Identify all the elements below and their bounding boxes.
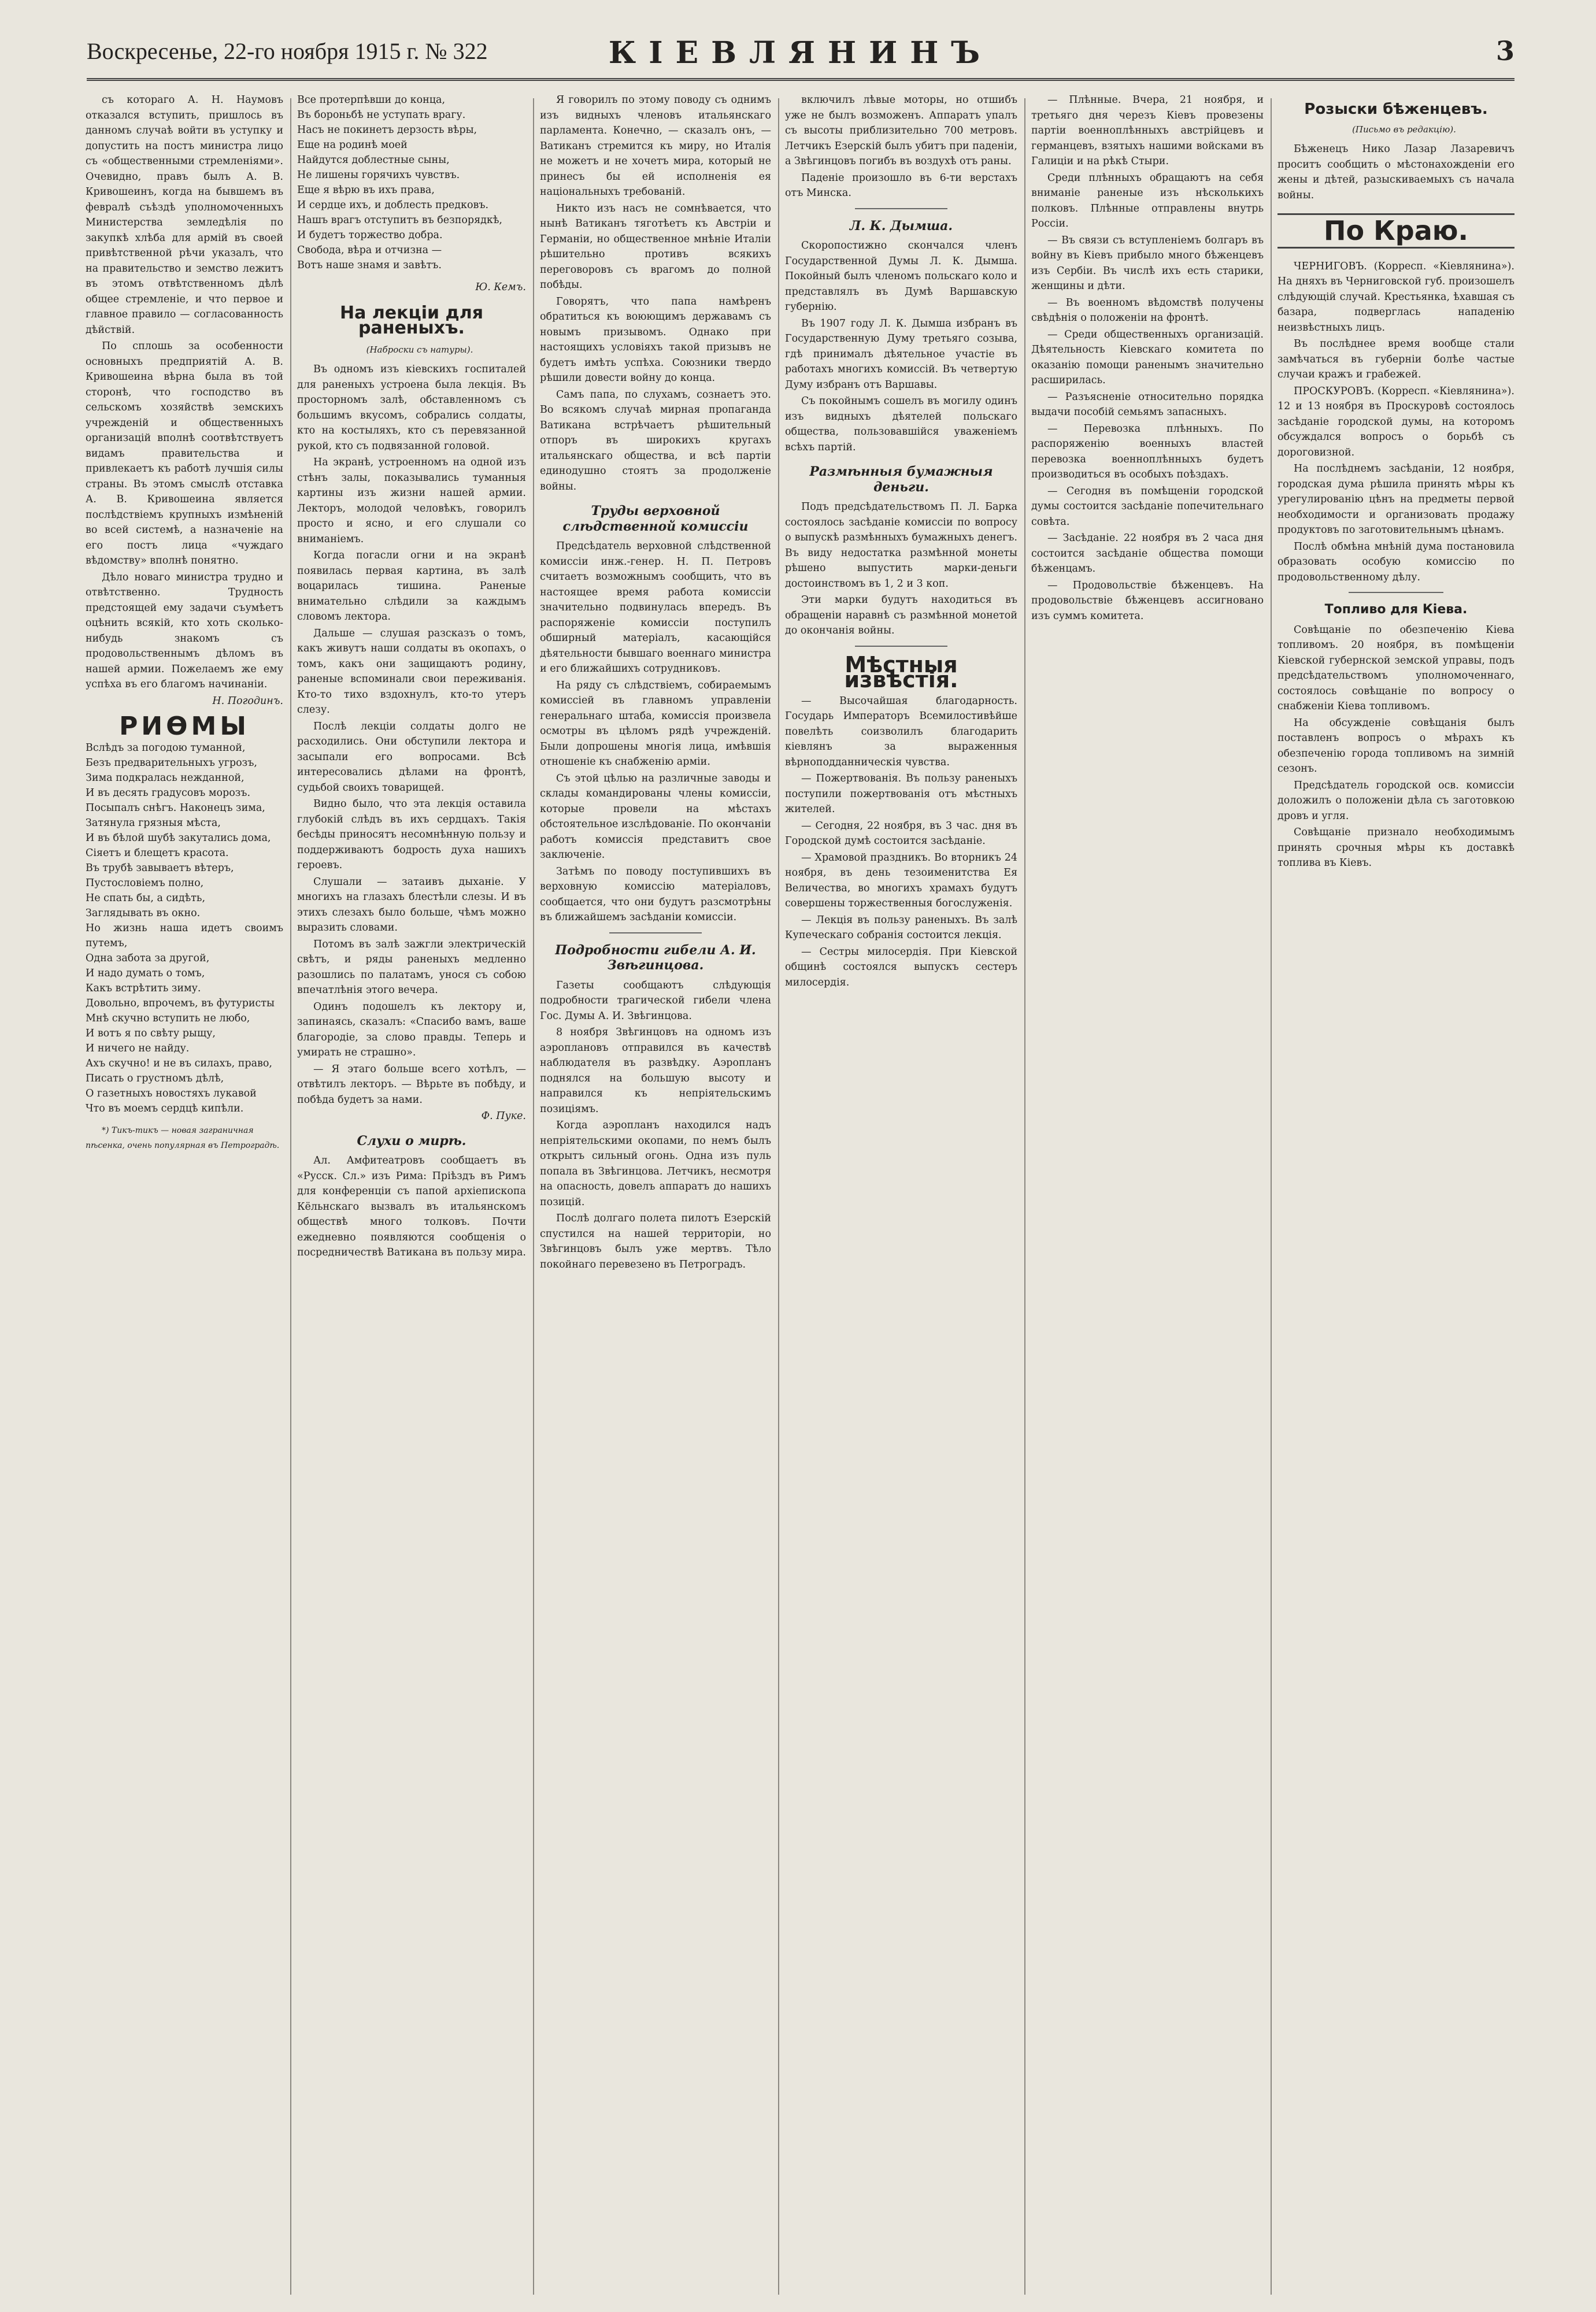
poem-line: Не лишены горячихъ чувствъ.	[297, 169, 460, 181]
province-heading-box	[1277, 213, 1514, 249]
article-paragraph: Когда погасли огни и на экранѣ появилась первая картина, въ залѣ воцарилась тишина. Раненые внимательно слѣдили за каждымъ словомъ лектора.	[297, 550, 526, 623]
poem-line: И въ бѣлой шубѣ закутались дома,	[86, 832, 271, 844]
article-paragraph: Бѣженецъ Нико Лазар Лазаревичъ проситъ сообщить о мѣстонахожденіи его жены и дѣтей, разыскиваемыхъ съ начала войны.	[1277, 143, 1514, 201]
article-paragraph: — Сегодня, 22 ноября, въ 3 час. дня въ Городской думѣ состоится засѣданіе.	[785, 820, 1017, 847]
article-paragraph: — Храмовой праздникъ. Во вторникъ 24 ноября, въ день тезоименитства Ея Величества, во многихъ храмахъ будутъ совершены торжественныя богослуженія.	[785, 851, 1017, 909]
poem	[297, 92, 526, 273]
poem-line: Заглядывать въ окно.	[86, 907, 201, 919]
article-paragraph: Среди плѣнныхъ обращаютъ на себя вниманіе раненые изъ нѣсколькихъ полковъ. Плѣнные отправлены внутрь Россіи.	[1031, 172, 1264, 229]
poem-line: Но жизнь наша идетъ своимъ путемъ,	[86, 922, 283, 949]
article-paragraph: — Въ военномъ вѣдомствѣ получены свѣдѣнія о положеніи на фронтѣ.	[1031, 297, 1264, 324]
article-paragraph: Самъ папа, по слухамъ, сознаетъ это. Во всякомъ случаѣ мирная пропаганда Ватикана встрѣчаетъ рѣшительный отпоръ въ широкихъ кругахъ итальянскаго общества, и всѣ партіи единодушно стоятъ за продолженіе войны.	[540, 388, 771, 492]
refugee-search-heading: Розыски бѣженцевъ.	[1304, 101, 1488, 118]
province-heading: По Краю.	[1324, 215, 1468, 246]
article-paragraph: Послѣ обмѣна мнѣній дума постановила образовать особую комиссію по продовольственному дѣлу.	[1277, 540, 1514, 583]
article-paragraph: Говорятъ, что папа намѣренъ обратиться къ воюющимъ державамъ съ новымъ призывомъ. Однако при настоящихъ условіяхъ такой призывъ не будетъ имѣть успѣха. Союзники твердо рѣшили довести войну до конца.	[540, 295, 771, 384]
article-paragraph: Съ покойнымъ сошелъ въ могилу одинъ изъ видныхъ дѣятелей польскаго общества, пользовавшійся уваженіемъ всѣхъ партій.	[785, 395, 1017, 453]
article-paragraph: — Продовольствіе бѣженцевъ. На продовольствіе бѣженцевъ ассигновано изъ суммъ комитета.	[1031, 579, 1264, 622]
divider	[609, 932, 702, 933]
poem-line: Безъ предварительныхъ угрозъ,	[86, 757, 257, 769]
article-paragraph: — Пожертвованія. Въ пользу раненыхъ поступили пожертвованія отъ мѣстныхъ жителей.	[785, 773, 1017, 815]
article-paragraph: Я говорилъ по этому поводу съ однимъ изъ видныхъ членовъ итальянскаго парламента. Конечно, — сказалъ онъ, — Ватиканъ стремится къ миру, но Италія не можетъ и не хочетъ мира, который не принесъ бы ей исполненія ея національныхъ требованій.	[540, 94, 771, 198]
poem-line: Довольно, впрочемъ, въ футуристы	[86, 997, 275, 1009]
poem-line: И ничего не найду.	[86, 1042, 190, 1054]
poem-line: Еще на родинѣ моей	[297, 139, 408, 151]
poem-line: И въ десять градусовъ морозъ.	[86, 787, 251, 799]
article-paragraph: 8 ноября Звѣгинцовъ на одномъ изъ аэроплановъ отправился въ качествѣ наблюдателя въ развѣдку. Аэропланъ поднялся на большую высоту и направился къ непріятельскимъ позиціямъ.	[540, 1027, 771, 1115]
article-paragraph: Паденіе произошло въ 6-ти верстахъ отъ Минска.	[785, 172, 1017, 199]
divider	[855, 208, 948, 209]
poem-line: Еще я вѣрю въ ихъ права,	[297, 184, 435, 196]
article-paragraph: — Перевозка плѣнныхъ. По распоряженію военныхъ властей перевозка военноплѣнныхъ будетъ производиться въ особыхъ поѣздахъ.	[1031, 423, 1264, 480]
column-rule	[1271, 98, 1272, 2295]
article-paragraph: ЧЕРНИГОВЪ. (Корресп. «Кіевлянина»). На дняхъ въ Черниговской губ. произошелъ слѣдующій случай. Крестьянка, ѣхавшая съ базара, подверглась нападенію неизвѣстныхъ лицъ.	[1277, 260, 1514, 334]
article-paragraph: Затѣмъ по поводу поступившихъ въ верховную комиссію матеріаловъ, сообщается, что они будутъ разсмотрѣны въ ближайшемъ засѣданіи комиссіи.	[540, 865, 771, 923]
article-paragraph: ПРОСКУРОВЪ. (Корресп. «Кіевлянина»). 12 и 13 ноября въ Проскуровѣ состоялось засѣданіе городской думы, на которомъ обсуждался вопросъ о борьбѣ съ дороговизной.	[1277, 385, 1514, 458]
article-paragraph: Послѣ долгаго полета пилотъ Езерскій спустился на нашей территоріи, но Звѣгинцовъ былъ уже мертвъ. Тѣло покойнаго перевезено въ Петроградъ.	[540, 1213, 771, 1270]
article-paragraph: Слушали — затаивъ дыханіе. У многихъ на глазахъ блестѣли слезы. И въ этихъ слезахъ было больше, чѣмъ можно выразить словами.	[297, 876, 526, 933]
article-paragraph: Потомъ въ залѣ зажгли электрическій свѣтъ, и ряды раненыхъ медленно разошлись по палатамъ, унося съ собою впечатлѣнія этого вечера.	[297, 938, 526, 996]
poem-line: Нашъ врагъ отступитъ въ безпорядкѣ,	[297, 214, 502, 226]
article-paragraph: Съ этой цѣлью на различные заводы и склады командированы члены комиссіи, которые провели на мѣстахъ обстоятельное изслѣдованіе. По окончаніи работъ комиссія представитъ свое заключеніе.	[540, 772, 771, 861]
poem-line: Посыпалъ снѣгъ. Наконецъ зима,	[86, 802, 265, 814]
issue-date: Воскресенье, 22-го ноября 1915 г. № 322	[87, 38, 488, 64]
poem-line: Какъ встрѣтить зиму.	[86, 982, 201, 994]
masthead	[87, 32, 1514, 81]
article-paragraph: Дѣло новаго министра трудно и отвѣтственно. Трудность предстоящей ему задачи съумѣетъ оцѣнить всякій, кто хоть сколько-нибудь знакомъ съ продовольственнымъ дѣломъ въ нашей армии. Пожелаемъ же ему успѣха въ его благомъ начинаніи.	[86, 571, 283, 690]
article-paragraph: Скоропостижно скончался членъ Государственной Думы Л. К. Дымша. Покойный былъ членомъ польскаго коло и представлялъ въ Думѣ Варшавскую губернію.	[785, 240, 1017, 313]
article-paragraph: — Сестры милосердія. При Кіевской общинѣ состоялся выпускъ сестеръ милосердія.	[785, 946, 1017, 988]
column-6	[1277, 92, 1514, 2300]
column-rule	[533, 98, 534, 2295]
author-signature: Ф. Пуке.	[481, 1110, 526, 1122]
article-paragraph: — Разъясненіе относительно порядка выдачи пособій семьямъ запасныхъ.	[1031, 391, 1264, 418]
article-paragraph: Подъ предсѣдательствомъ П. Л. Барка состоялось засѣданіе комиссіи по вопросу о выпускѣ размѣнныхъ бумажныхъ денегъ. Въ виду недостатка размѣнной монеты рѣшено выпустить марки-деньги достоинствомъ въ 1, 2 и 3 коп.	[785, 501, 1017, 590]
poem-line: И сердце ихъ, и доблесть предковъ.	[297, 199, 489, 211]
article-paragraph: съ котораго А. Н. Наумовъ отказался вступить, пришлось въ данномъ случаѣ войти въ уступку и допустить на постъ министра лицо съ «общественными стремленіями». Очевидно, правъ былъ А. В. Кривошеинъ, когда на бывшемъ въ февралѣ съѣздѣ уполномоченныхъ Министерства земледѣлія по закупкѣ хлѣба для армій въ своей привѣтственной рѣчи указалъ, что на правительство и земство лежитъ въ этомъ отвѣтственномъ дѣлѣ общее стремленіе, и что первое и главное правило — согласованность дѣйствій.	[86, 94, 283, 336]
article-paragraph: Предсѣдатель городской осв. комиссіи доложилъ о положеніи дѣла съ заготовкою дровъ и угля.	[1277, 779, 1514, 822]
poem-line: Въ бороньбѣ не уступать врагу.	[297, 109, 466, 121]
poem-line: Вслѣдъ за погодою туманной,	[86, 742, 246, 754]
poem-line: Въ трубѣ завываетъ вѣтеръ,	[86, 862, 234, 874]
refugee-search-subtitle: (Письмо въ редакцію).	[1352, 124, 1456, 135]
rumors-heading: Слухи о мирѣ.	[357, 1133, 466, 1148]
article-paragraph: Дальше — слушая разсказъ о томъ, какъ живутъ наши солдаты въ окопахъ, о томъ, какъ они защищаютъ родину, раненые вспоминали свои переживанія. Кто-то тихо вздохнулъ, кто-то утеръ слезу.	[297, 627, 526, 716]
article-paragraph: — Лекція въ пользу раненыхъ. Въ залѣ Купеческаго собранія состоится лекція.	[785, 914, 1017, 941]
poem-line: Мнѣ скучно вступить не любо,	[86, 1012, 250, 1024]
article-paragraph: Въ послѣднее время вообще стали замѣчаться въ губерніи болѣе частые случаи кражъ и грабежей.	[1277, 338, 1514, 380]
article-paragraph: Ал. Амфитеатровъ сообщаетъ въ «Русск. Сл.» изъ Рима: Пріѣздъ въ Римъ для конференціи съ папой архіепископа Кёльнскаго вызвалъ въ итальянскомъ обществѣ много толковъ. Почти ежедневно появляются сообщенія о посредничествѣ Ватикана въ пользу мира.	[297, 1155, 526, 1258]
article-paragraph: Послѣ лекціи солдаты долго не расходились. Они обступили лектора и засыпали его вопросами. Всѣ интересовались дѣлами на фронтѣ, судьбой своихъ товарищей.	[297, 720, 526, 794]
column-rule	[778, 98, 779, 2295]
author-signature: Ю. Кемъ.	[475, 281, 526, 293]
column-2	[297, 92, 526, 2300]
lecture-subtitle: (Наброски съ натуры).	[366, 344, 473, 355]
poem-line: Вотъ наше знамя и завѣтъ.	[297, 260, 442, 271]
article-paragraph: По сплошь за особенности основныхъ предприятій А. В. Кривошеина вѣрна была въ той сторонѣ, что господство въ сельскомъ хозяйствѣ земскихъ учрежденій и общественныхъ организацій вполнѣ соотвѣтствуетъ видамъ правительства и привлекаетъ къ работѣ лучшія силы страны. Въ этомъ смыслѣ отставка А. В. Кривошеина является послѣдствіемъ крупныхъ измѣненій во всей системѣ, а назначеніе на его постъ лица «чуждаго вѣдомству» вполнѣ понятно.	[86, 340, 283, 566]
column-1	[86, 92, 283, 2300]
local-news-heading: Мѣстныя извѣстія.	[844, 651, 958, 692]
newspaper-title: КІЕВЛЯНИНЪ	[608, 35, 993, 71]
article-paragraph: — Въ связи съ вступленіемъ болгаръ въ войну въ Кіевъ прибыло много бѣженцевъ изъ Сербіи. Въ числѣ ихъ есть старики, женщины и дѣти.	[1031, 234, 1264, 292]
poem	[86, 740, 283, 1116]
column-rule	[1024, 98, 1025, 2295]
article-paragraph: Въ одномъ изъ кіевскихъ госпиталей для раненыхъ устроена была лекція. Въ просторномъ залѣ, обставленномъ съ большимъ вкусомъ, собрались солдаты, кто на костыляхъ, кто съ перевязанной рукой, кто съ подвязанной головой.	[297, 364, 526, 452]
poem-line: Пустословіемъ полно,	[86, 877, 204, 889]
poem-line: Затянула грязныя мѣста,	[86, 817, 221, 829]
poem-line: Ахъ скучно! и не въ силахъ, право,	[86, 1057, 272, 1069]
article-paragraph: Когда аэропланъ находился надъ непріятельскими окопами, по немъ былъ открытъ сильный огонь. Одна изъ пуль попала въ Звѣгинцова. Летчикъ, несмотря на опасность, довелъ аппаратъ до нашихъ позицій.	[540, 1120, 771, 1208]
poem-line: И будетъ торжество добра.	[297, 229, 443, 241]
money-heading: Размѣнныя бумажныя деньги.	[809, 464, 993, 495]
zverev-heading: Подробности гибели А. И. Звѣгинцова.	[555, 942, 756, 973]
poem-line: Одна забота за другой,	[86, 952, 210, 964]
article-paragraph: — Я этаго больше всего хотѣлъ, — отвѣтилъ лекторъ. — Вѣрьте въ побѣду, и побѣда будетъ за нами.	[297, 1063, 526, 1106]
poem-line: Зима подкралась нежданной,	[86, 772, 245, 784]
article-paragraph: На ряду съ слѣдствіемъ, собираемымъ комиссіей въ главномъ управленіи генеральнаго штаба, комиссія произвела осмотры въ цѣломъ рядѣ учрежденій. Были допрошены многія лица, имѣвшія отношеніе къ снабженію арміи.	[540, 679, 771, 768]
column-5	[1031, 92, 1264, 2300]
poem-line: Сіяетъ и блещетъ красота.	[86, 847, 229, 859]
article-paragraph: — Сегодня въ помѣщеніи городской думы состоится засѣданіе попечительнаго совѣта.	[1031, 485, 1264, 528]
column-4	[785, 92, 1017, 2300]
commission-heading: Труды верховной слѣдственной комиссіи	[562, 503, 749, 534]
article-paragraph: Въ 1907 году Л. К. Дымша избранъ въ Государственную Думу третьяго созыва, гдѣ принималъ дѣятельное участіе въ работахъ многихъ комиссій. Въ четвертую Думу избранъ отъ Варшавы.	[785, 317, 1017, 391]
article-paragraph: Предсѣдатель верховной слѣдственной комиссіи инж.-генер. Н. П. Петровъ считаетъ возможнымъ сообщить, что въ настоящее время работа комиссіи значительно подвинулась впередъ. Въ распоряженіе комиссіи поступилъ обширный матеріалъ, касающійся дѣятельности бывшаго военнаго министра и его ближайшихъ сотрудниковъ.	[540, 540, 771, 675]
poem-line: Писать о грустномъ дѣлѣ,	[86, 1072, 224, 1084]
article-paragraph: Эти марки будутъ находиться въ обращеніи наравнѣ съ размѣнной монетой до окончанія войны.	[785, 594, 1017, 636]
column-3	[540, 92, 771, 2300]
poem-line: Насъ не покинетъ дерзость вѣры,	[297, 124, 477, 136]
article-paragraph: — Засѣданіе. 22 ноября въ 2 часа дня состоится засѣданіе общества помощи бѣженцамъ.	[1031, 532, 1264, 575]
poem-line: Найдутся доблестные сыны,	[297, 154, 450, 166]
author-signature: Н. Погодинъ.	[212, 695, 283, 707]
poem-line: О газетныхъ новостяхъ лукавой	[86, 1087, 257, 1099]
poem-line: Не спать бы, а сидѣть,	[86, 892, 206, 904]
poem-line: И вотъ я по свѣту рыщу,	[86, 1027, 216, 1039]
article-paragraph: включилъ лѣвые моторы, но отшибъ уже не былъ возможенъ. Аппаратъ упалъ съ высоты приблизительно 700 метровъ. Летчикъ Езерскій былъ убитъ при паденіи, а Звѣгинцовъ погибъ въ воздухѣ отъ раны.	[785, 94, 1017, 167]
poem-line: Что въ моемъ сердцѣ кипѣли.	[86, 1102, 244, 1114]
page-number: 3	[1495, 35, 1514, 66]
article-paragraph: — Высочайшая благодарность. Государь Императоръ Всемилостивѣйше повелѣть соизволилъ благодарить кіевлянъ за выраженныя вѣрноподданническія чувства.	[785, 695, 1017, 768]
article-paragraph: На послѣднемъ засѣданіи, 12 ноября, городская дума рѣшила принять мѣры къ урегулированію цѣнъ на предметы первой необходимости и организовать продажу продуктовъ по заготовительнымъ цѣнамъ.	[1277, 463, 1514, 536]
footnote: *) Тикъ-тикъ — новая заграничная пѣсенка, очень популярная въ Петроградѣ.	[86, 1125, 280, 1150]
divider	[1349, 592, 1443, 593]
article-paragraph: Одинъ подошелъ къ лектору и, запинаясь, сказалъ: «Спасибо вамъ, ваше благородіе, за слово правды. Теперь и умирать не страшно».	[297, 1001, 526, 1058]
rhythms-heading: РИѲМЫ	[119, 712, 250, 741]
article-paragraph: На обсужденіе совѣщанія былъ поставленъ вопросъ о мѣрахъ къ обезпеченію города топливомъ на зимній сезонъ.	[1277, 717, 1514, 775]
fuel-heading: Топливо для Кіева.	[1324, 602, 1468, 617]
article-paragraph: — Плѣнные. Вчера, 21 ноября, и третьяго дня черезъ Кіевъ провезены партіи военноплѣнныхъ австрійцевъ и германцевъ, взятыхъ нашими войсками въ Галиціи и на рѣкѣ Стыри.	[1031, 94, 1264, 167]
poem-line: Все протерпѣвши до конца,	[297, 94, 446, 106]
divider	[855, 646, 948, 647]
column-rule	[290, 98, 291, 2295]
dymsha-heading: Л. К. Дымша.	[849, 218, 953, 234]
article-paragraph: На экранѣ, устроенномъ на одной изъ стѣнъ залы, показывались туманныя картины изъ жизни нашей армии. Лекторъ, молодой человѣкъ, говорилъ просто и ясно, и его слушали со вниманіемъ.	[297, 457, 526, 545]
poem-line: И надо думать о томъ,	[86, 967, 205, 979]
lecture-heading: На лекціи для раненыхъ.	[340, 302, 483, 338]
article-paragraph: Совѣщаніе по обезпеченію Кіева топливомъ. 20 ноября, въ помѣщеніи Кіевской губернской земской управы, подъ предсѣдательствомъ уполномоченнаго, состоялось совѣщаніе по вопросу о снабженіи Кіева топливомъ.	[1277, 624, 1514, 712]
article-paragraph: Никто изъ насъ не сомнѣвается, что нынѣ Ватиканъ тяготѣетъ къ Австріи и Германіи, но общественное мнѣніе Италіи рѣшительно противъ всякихъ переговоровъ съ врагомъ до полной побѣды.	[540, 202, 771, 291]
article-paragraph: Газеты сообщаютъ слѣдующія подробности трагической гибели члена Гос. Думы А. И. Звѣгинцова.	[540, 979, 771, 1022]
article-paragraph: Совѣщаніе признало необходимымъ принять срочныя мѣры къ доставкѣ топлива въ Кіевъ.	[1277, 827, 1514, 869]
article-paragraph: Видно было, что эта лекція оставила глубокій слѣдъ въ ихъ сердцахъ. Такія бесѣды приносятъ несомнѣнную пользу и поддерживаютъ бодрость духа нашихъ героевъ.	[297, 798, 526, 871]
poem-line: Свобода, вѣра и отчизна —	[297, 244, 442, 256]
article-paragraph: — Среди общественныхъ организацій. Дѣятельность Кіевскаго комитета по оказанію помощи раненымъ значительно расширилась.	[1031, 328, 1264, 386]
